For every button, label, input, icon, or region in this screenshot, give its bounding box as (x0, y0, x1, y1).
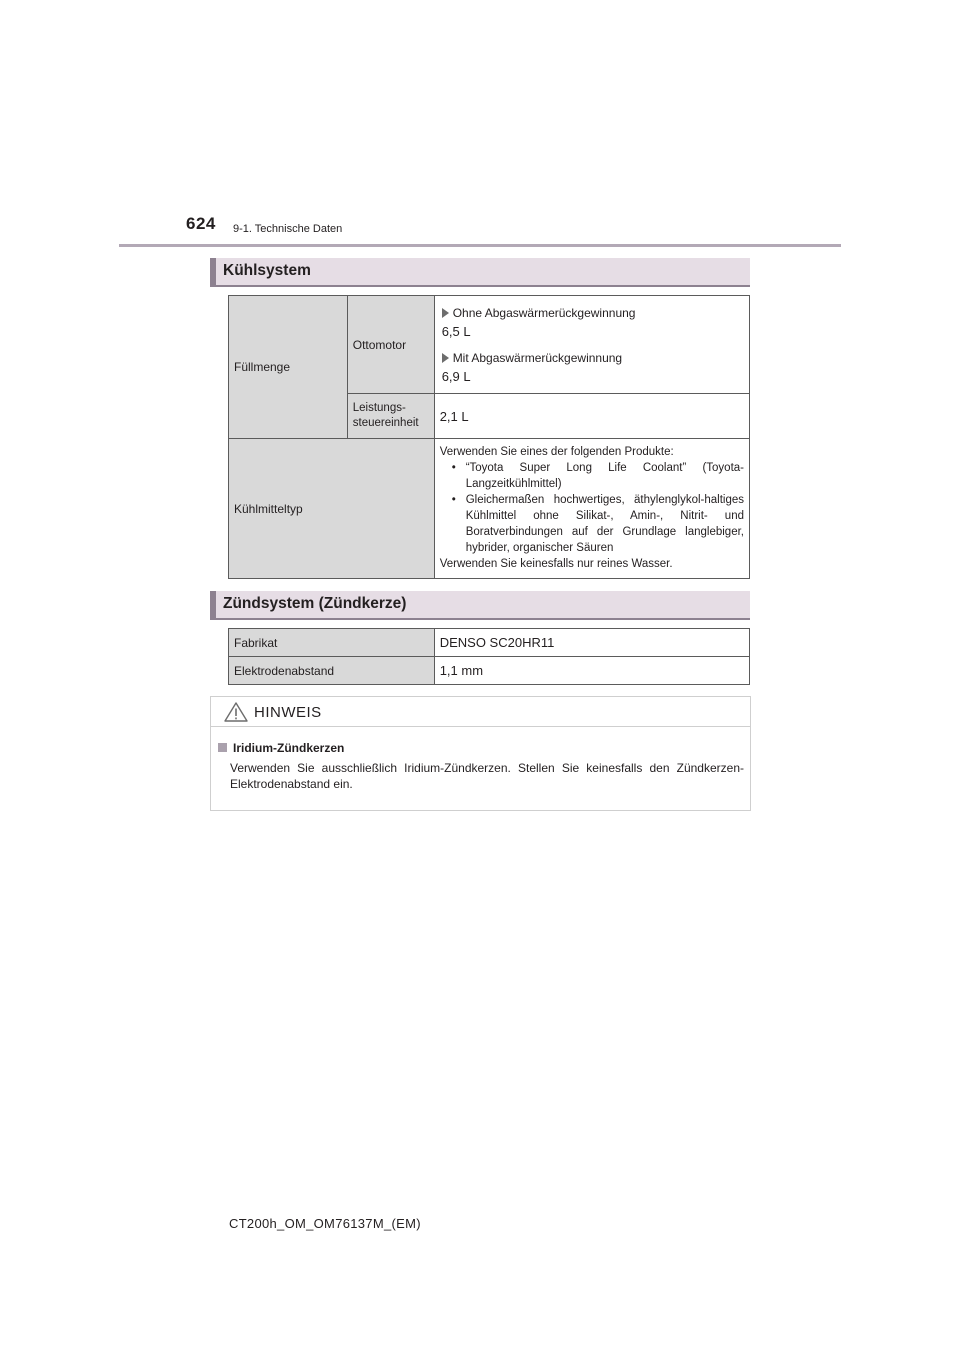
warning-icon (224, 702, 248, 722)
section-title: Kühlsystem (223, 262, 311, 279)
notice-heading: HINWEIS (254, 704, 322, 721)
table-row (229, 296, 750, 394)
pcu-label-line2: steuereinheit (352, 417, 419, 429)
section-accent (210, 258, 216, 287)
engine-label: Ottomotor (347, 296, 434, 394)
notice-text: Verwenden Sie ausschließlich Iridium-Zündkerzen. Stellen Sie keinesfalls den Zündkerzen-Elektrodenabstand ein. (230, 761, 744, 791)
table-row (229, 439, 750, 579)
section-ignition-header (210, 591, 750, 620)
fill-amount-label: Füllmenge (229, 296, 348, 439)
coolant-list (452, 460, 744, 556)
electrode-gap-label: Elektrodenabstand (229, 657, 435, 685)
list-item: • “Toyota Super Long Life Coolant” (Toyota-Langzeitkühlmittel) (451, 462, 744, 490)
square-bullet-icon (218, 743, 227, 752)
coolant-type-value (434, 439, 749, 579)
notice-item-title: Iridium-Zündkerzen (218, 741, 344, 755)
table-row (229, 629, 750, 657)
value-without-heat-recovery: 6,5 L (441, 323, 471, 339)
notice-header (211, 697, 750, 727)
pcu-label (347, 394, 434, 439)
page-number: 624 (186, 214, 216, 233)
notice-box (210, 696, 751, 811)
make-label: Fabrikat (229, 629, 435, 657)
section-title: Zündsystem (Zündkerze) (223, 595, 407, 612)
footer-code: CT200h_OM_OM76137M_(EM) (229, 1216, 421, 1231)
coolant-type-label: Kühlmitteltyp (229, 439, 435, 579)
make-value: DENSO SC20HR11 (434, 629, 749, 657)
value-with-heat-recovery: 6,9 L (441, 368, 471, 384)
ignition-table (228, 628, 750, 685)
section-cooling-header (210, 258, 750, 287)
coolant-intro: Verwenden Sie eines der folgenden Produkte: (439, 446, 674, 458)
section-accent (210, 591, 216, 620)
list-item: • Gleichermaßen hochwertiges, äthylenglykol-haltiges Kühlmittel ohne Silikat-, Amin-, Nitrit- und Boratverbindungen auf der Grundlage langlebiger, hybrider, organischer Säuren (451, 494, 744, 554)
pcu-value: 2,1 L (434, 394, 749, 439)
arrow-right-icon (442, 353, 449, 363)
pcu-label-line1: Leistungs- (352, 402, 406, 414)
option-with-heat-recovery: Mit Abgaswärmerückgewinnung (452, 350, 623, 365)
arrow-right-icon (442, 308, 449, 318)
engine-values (434, 296, 749, 394)
header-rule (119, 244, 841, 247)
table-row (229, 657, 750, 685)
option-without-heat-recovery: Ohne Abgaswärmerückgewinnung (452, 305, 636, 320)
cooling-table (228, 295, 750, 579)
chapter-title: 9-1. Technische Daten (233, 223, 343, 235)
coolant-outro: Verwenden Sie keinesfalls nur reines Wasser. (439, 558, 673, 570)
electrode-gap-value: 1,1 mm (434, 657, 749, 685)
